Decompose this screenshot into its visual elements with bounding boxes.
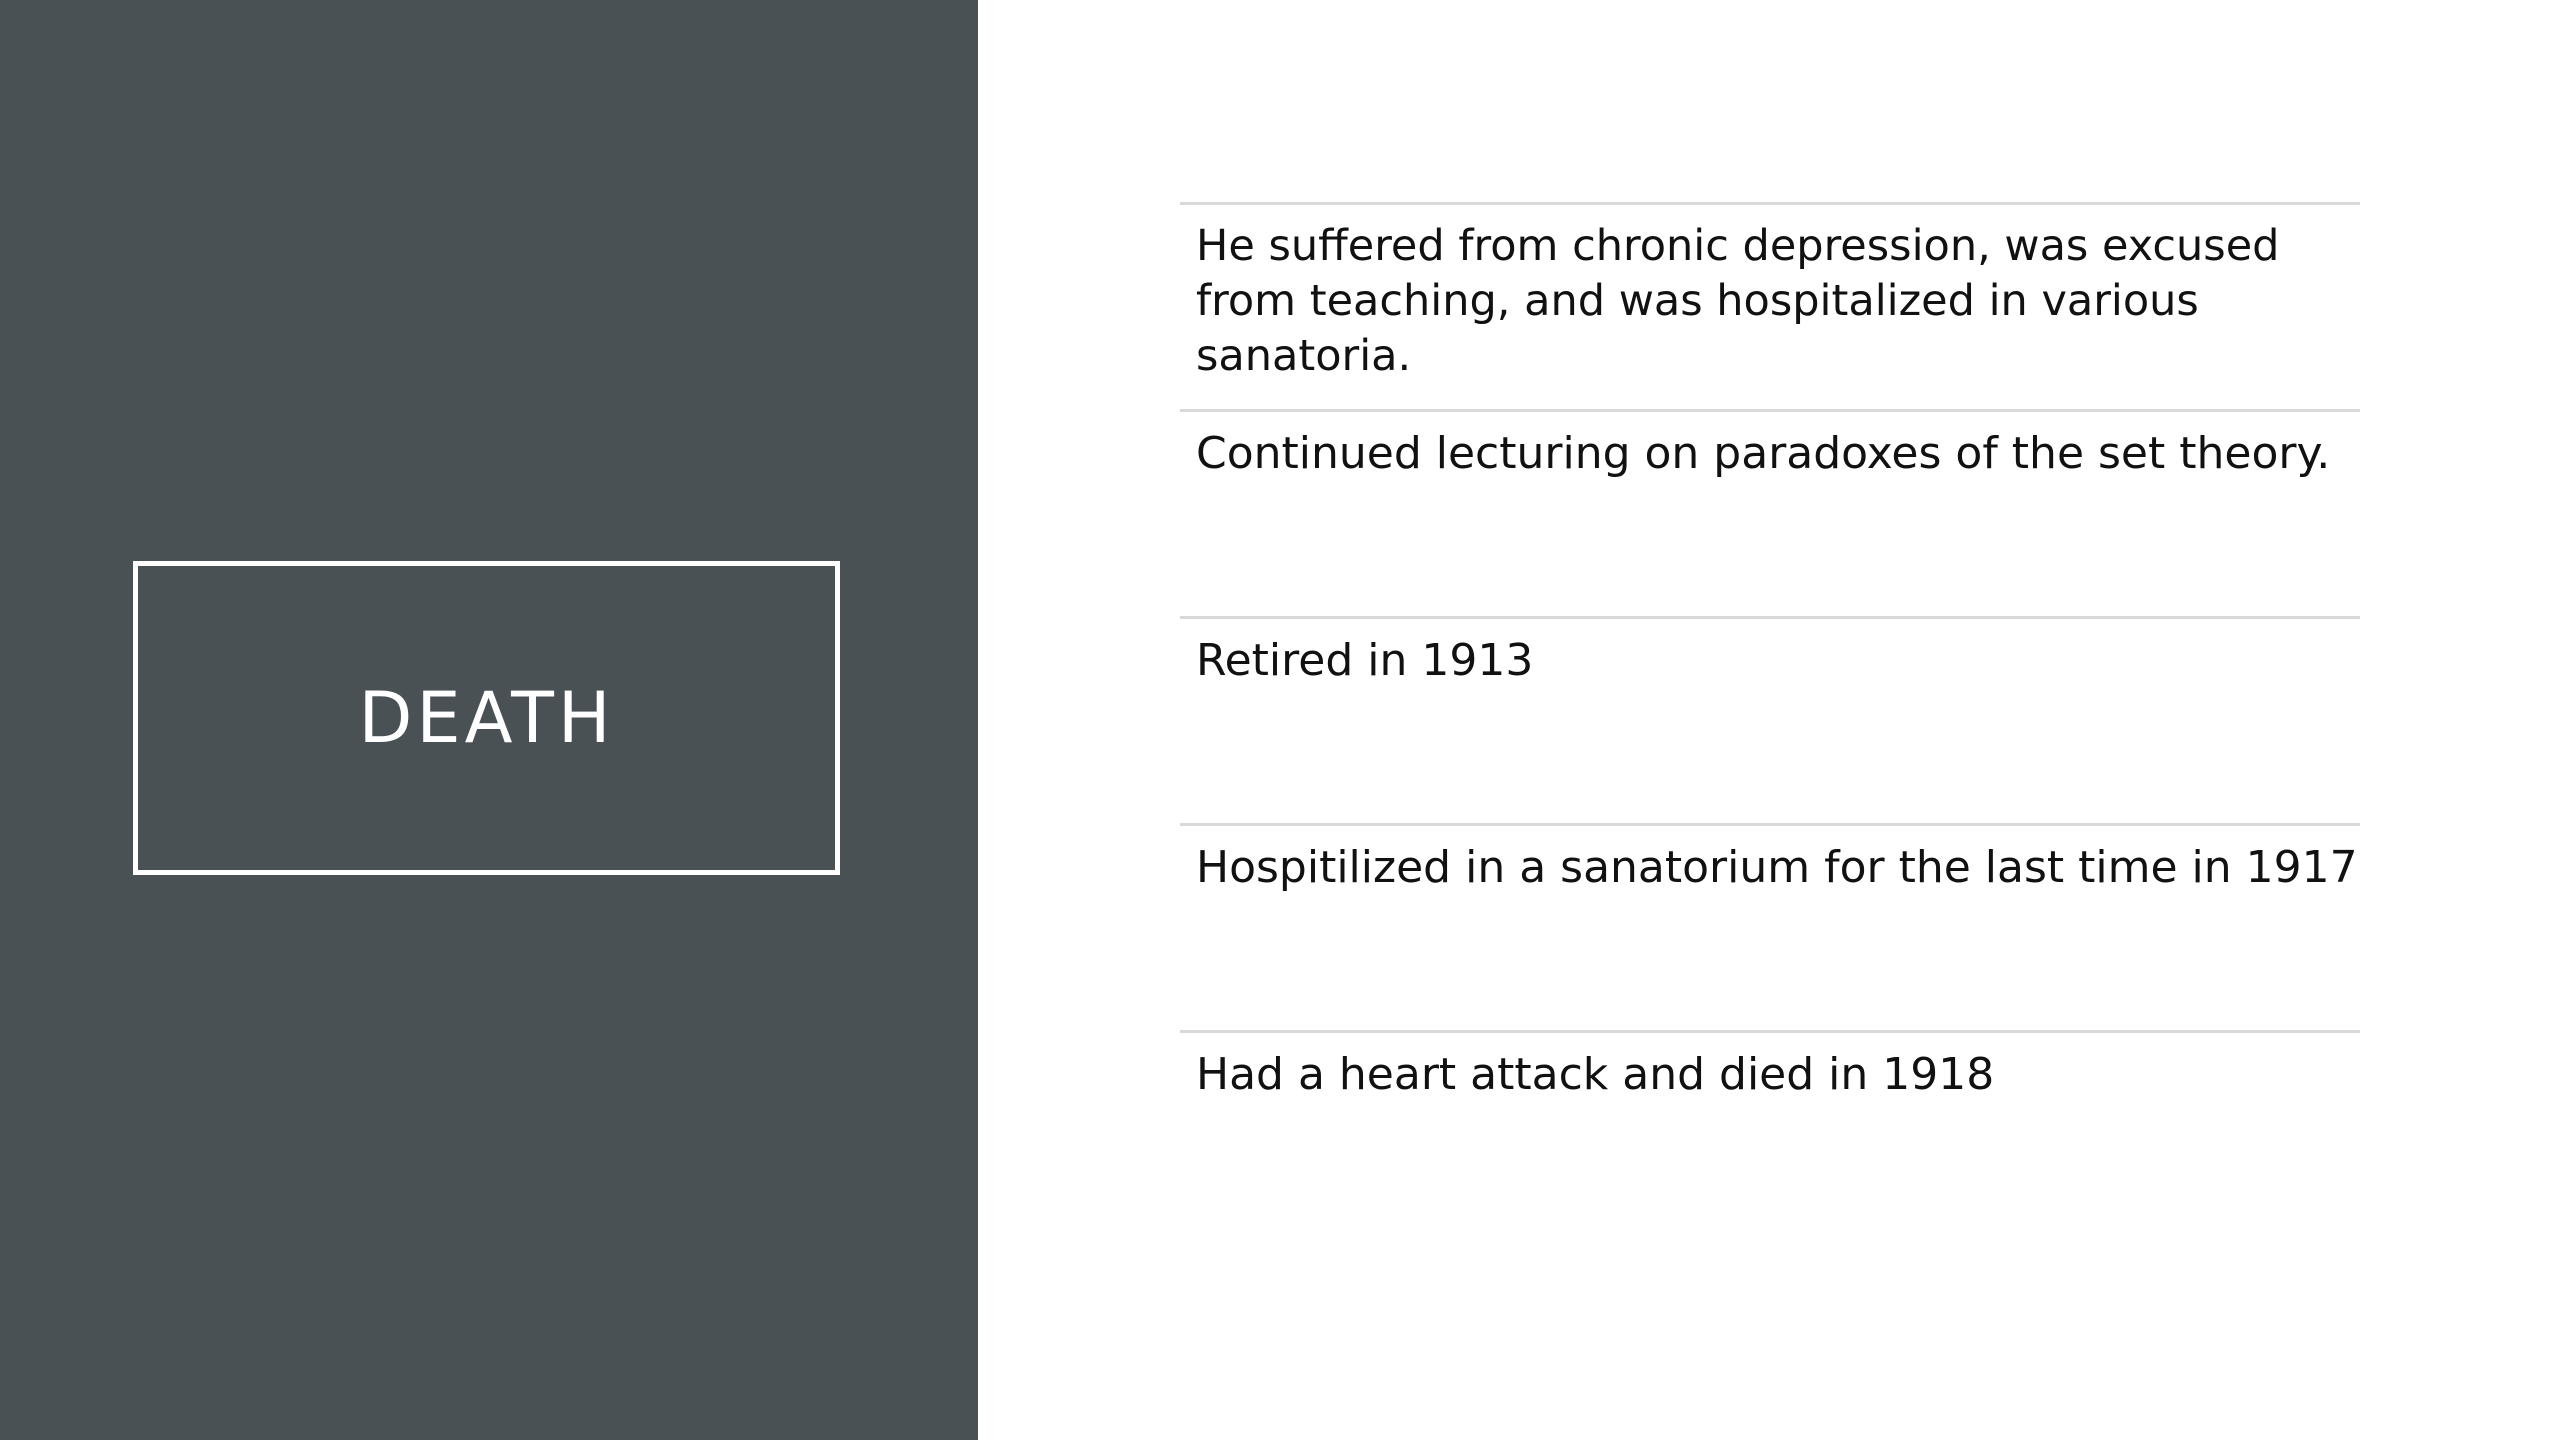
list-item-text: Retired in 1913 [1196, 635, 1534, 686]
list-item-text: Had a heart attack and died in 1918 [1196, 1049, 1995, 1100]
list-item-text: Continued lecturing on paradoxes of the set theory. [1196, 428, 2331, 479]
title-box [133, 561, 840, 875]
list-item [1180, 823, 2360, 1030]
list-item [1180, 409, 2360, 616]
slide-title: DEATH [358, 677, 615, 759]
list-item [1180, 202, 2360, 409]
list-item [1180, 616, 2360, 823]
bullet-list [1180, 202, 2360, 1237]
list-item-text: He suffered from chronic depression, was excused from teaching, and was hospitalized in various sanatoria. [1196, 221, 2280, 381]
list-item [1180, 1030, 2360, 1237]
left-panel [0, 0, 978, 1440]
list-item-text: Hospitilized in a sanatorium for the last time in 1917 [1196, 842, 2358, 893]
